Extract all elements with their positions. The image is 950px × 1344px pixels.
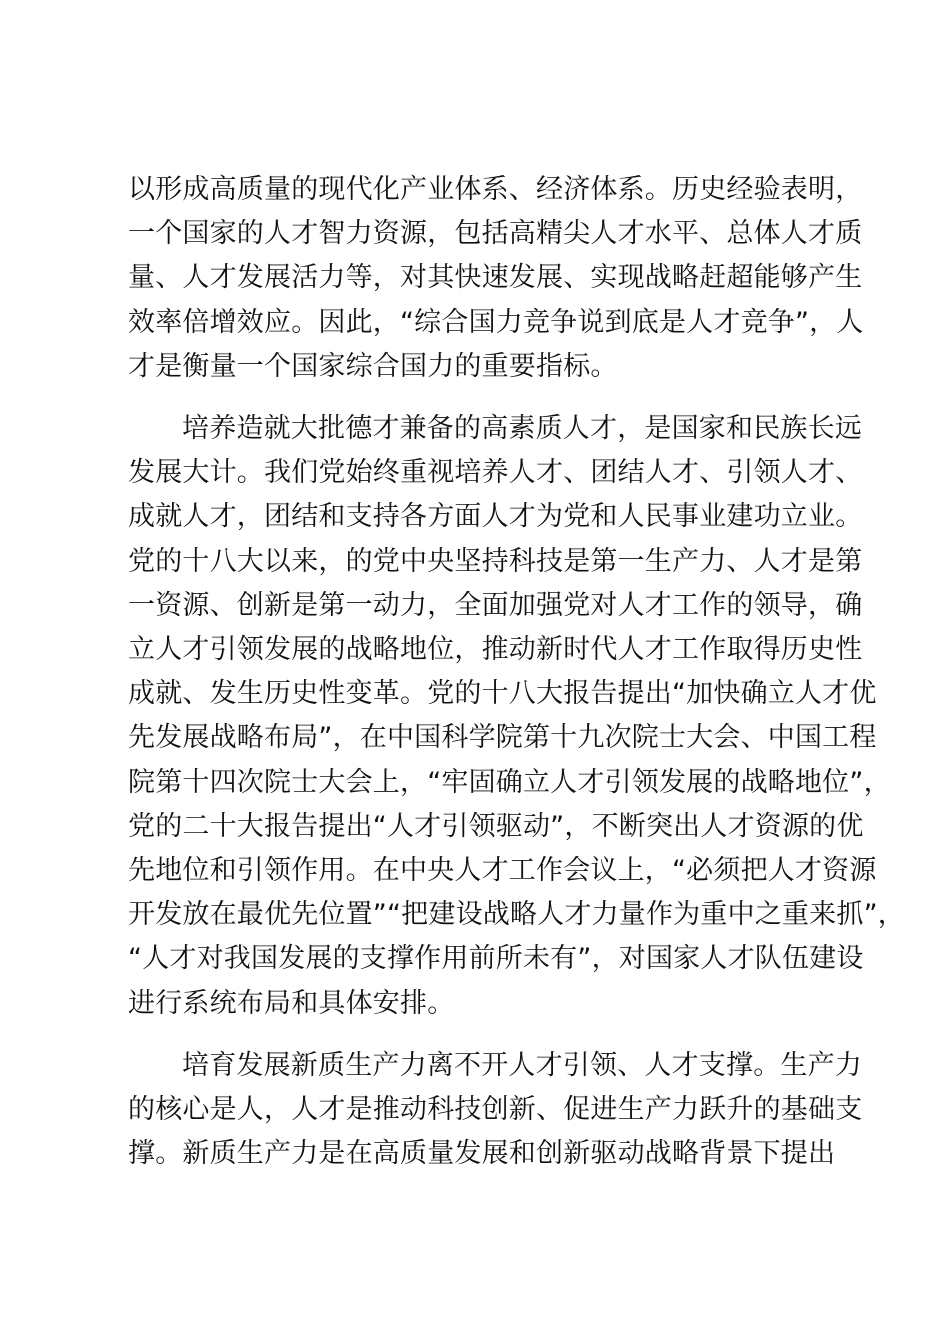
document-body <box>128 168 905 1176</box>
text-line: 开发放在最优先位置”“把建设战略人才力量作为重中之重来抓”， <box>128 899 905 931</box>
text-line-first: 培育发展新质生产力离不开人才引领、人才支撑。生产力 <box>182 1049 862 1081</box>
text-line: 院第十四次院士大会上，“牢固确立人才引领发展的战略地位”， <box>128 766 891 798</box>
text-line: 党的十八大以来，的党中央坚持科技是第一生产力、人才是第 <box>128 545 863 577</box>
paragraph-3 <box>128 1044 863 1177</box>
text-line: 成就、发生历史性变革。党的十八大报告提出“加快确立人才优 <box>128 678 877 710</box>
text-line: 发展大计。我们党始终重视培养人才、团结人才、引领人才、 <box>128 457 863 489</box>
text-line: 成就人才，团结和支持各方面人才为党和人民事业建功立业。 <box>128 501 863 533</box>
text-line: 量、人才发展活力等，对其快速发展、实现战略赶超能够产生 <box>128 262 863 294</box>
text-line: 撑。新质生产力是在高质量发展和创新驱动战略背景下提出 <box>128 1138 836 1170</box>
text-line: 进行系统布局和具体安排。 <box>128 987 455 1019</box>
text-line: 一个国家的人才智力资源，包括高精尖人才水平、总体人才质 <box>128 218 863 250</box>
text-line: 立人才引领发展的战略地位，推动新时代人才工作取得历史性 <box>128 634 863 666</box>
text-line: 先地位和引领作用。在中央人才工作会议上，“必须把人才资源 <box>128 855 877 887</box>
text-line-first: 培养造就大批德才兼备的高素质人才，是国家和民族长远 <box>182 413 862 445</box>
text-line: 党的二十大报告提出“人才引领驱动”，不断突出人才资源的优 <box>128 810 864 842</box>
text-line: 以形成高质量的现代化产业体系、经济体系。历史经验表明， <box>128 174 863 205</box>
text-line: 才是衡量一个国家综合国力的重要指标。 <box>128 350 618 382</box>
text-line: 一资源、创新是第一动力，全面加强党对人才工作的领导，确 <box>128 589 863 621</box>
paragraph-2 <box>128 407 905 1026</box>
text-line: 先发展战略布局”，在中国科学院第十九次院士大会、中国工程 <box>128 722 877 754</box>
paragraph-1 <box>128 168 864 389</box>
text-line: 效率倍增效应。因此，“综合国力竞争说到底是人才竞争”，人 <box>128 306 864 338</box>
text-line: “人才对我国发展的支撑作用前所未有”，对国家人才队伍建设 <box>128 943 864 975</box>
text-line: 的核心是人，人才是推动科技创新、促进生产力跃升的基础支 <box>128 1094 863 1126</box>
